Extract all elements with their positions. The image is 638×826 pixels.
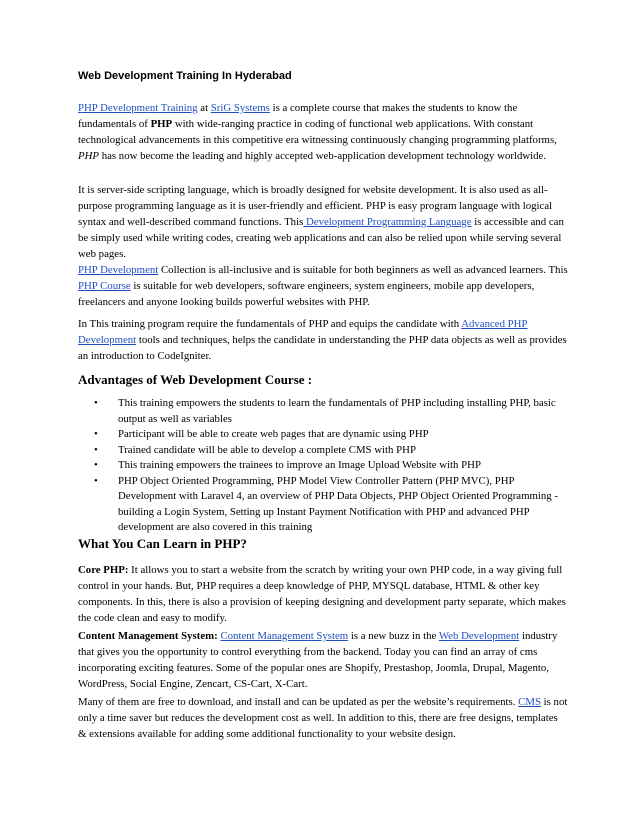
text: is suitable for web developers, software engineers, system engineers, mobile app developers, freelancers and anyone looking builds powerful websites with PHP.: [78, 280, 535, 308]
paragraph-free-download: [78, 694, 568, 742]
text: at: [197, 102, 211, 114]
text: is a new buzz in the: [348, 630, 439, 642]
text: It allows you to start a website from the scratch by writing your own PHP code, in a way giving full control in your hands. But, PHP requires a deep knowledge of PHP, MYSQL database, HTML & other key components. In this, there is also a provision of keeping designing and development party separate, which makes the code clean and easy to modify.: [78, 564, 566, 624]
heading-what-you-can-learn: What You Can Learn in PHP?: [78, 536, 247, 551]
link-development-programming-language[interactable]: Development Programming Language: [303, 216, 472, 228]
list-item: [78, 396, 568, 427]
paragraph-collection: [78, 262, 568, 310]
bullet-icon: •: [94, 428, 98, 440]
text: has now become the leading and highly accepted web-application development technology worldwide.: [99, 150, 547, 162]
list-item-text: Participant will be able to create web pages that are dynamic using PHP: [118, 428, 429, 440]
text: is a complete course that makes the students to know the fundamentals of: [78, 102, 518, 130]
paragraph-core-php: [78, 562, 568, 626]
paragraph-intro: [78, 100, 568, 164]
list-item-text: This training empowers the trainees to improve an Image Upload Website with PHP: [118, 459, 481, 471]
text: industry that gives you the opportunity to control everything from the backend. Today you can find an array of cms incorporating exciting features. Some of the popular ones are Shopify, Prestashop, Joomla, Drupal, Magento, WordPress, Social Engine, Zencart, CS-Cart, X-Cart.: [78, 630, 558, 690]
paragraph-program: [78, 316, 568, 364]
text: It is server-side scripting language, which is broadly designed for website development. It is also used as all-purpose programming language as it is user-friendly and efficient. PHP is easy program language with logical syntax and well-described command functions. This: [78, 184, 553, 228]
link-php-development[interactable]: PHP Development: [78, 264, 159, 276]
heading-advantages: Advantages of Web Development Course :: [78, 372, 313, 387]
list-item: [78, 474, 568, 536]
link-srig-systems[interactable]: SriG Systems: [210, 102, 270, 114]
text: In This training program require the fundamentals of PHP and equips the candidate with: [78, 318, 462, 330]
list-item: [78, 427, 568, 443]
list-item-text: Trained candidate will be able to develop a complete CMS with PHP: [118, 443, 416, 456]
link-php-course[interactable]: PHP Course: [78, 280, 131, 292]
list-item: [78, 458, 568, 474]
bold-text: PHP: [150, 118, 173, 130]
text: with wide-ranging practice in coding of functional web applications. With constant technological advancements in this competitive era witnessing continuously changing programming platforms,: [78, 118, 557, 146]
italic-text: PHP: [78, 150, 99, 162]
advantages-list: [78, 396, 568, 536]
bold-text: Core PHP:: [78, 564, 129, 576]
bullet-icon: •: [94, 443, 98, 456]
list-item-text: PHP Object Oriented Programming, PHP Model View Controller Pattern (PHP MVC), PHP Development with Laravel 4, an overview of PHP Data Objects, PHP Object Oriented Programming - building a Login System, Setting up Instant Payment Notification with PHP and advanced PHP development are also covered in this training: [118, 474, 558, 533]
list-item-text: This training empowers the students to learn the fundamentals of PHP including installing PHP, basic output as well as variables: [118, 397, 556, 425]
bullet-icon: •: [94, 459, 98, 471]
list-item: [78, 443, 568, 459]
text: Many of them are free to download, and install and can be updated as per the website’s requirements.: [78, 696, 519, 708]
bullet-icon: •: [94, 397, 98, 409]
link-cms[interactable]: CMS: [518, 696, 541, 708]
document-title: Web Development Training In Hyderabad: [78, 70, 292, 82]
bold-text: Content Management System:: [78, 630, 218, 642]
paragraph-scripting: [78, 182, 568, 262]
paragraph-cms: [78, 628, 568, 692]
text: Collection is all-inclusive and is suitable for both beginners as well as advanced learners. This: [158, 264, 568, 276]
bullet-icon: •: [94, 474, 98, 487]
link-advanced-php-development[interactable]: Advanced PHP Development: [78, 318, 528, 346]
link-content-management-system[interactable]: Content Management System: [220, 630, 349, 642]
text: tools and techniques, helps the candidate in understanding the PHP data objects as well as provides an introduction to CodeIgniter.: [78, 334, 567, 362]
text: is not only a time saver but reduces the development cost as well. In addition to this, there are free designs, templates & extensions available for adding some additional functionality to your website design.: [78, 696, 568, 740]
link-web-development[interactable]: Web Development: [438, 630, 520, 642]
text: is accessible and can be simply used while writing codes, creating web applications and can also be relied upon while serving several web pages.: [78, 216, 564, 260]
link-php-development-training[interactable]: PHP Development Training: [78, 102, 198, 114]
